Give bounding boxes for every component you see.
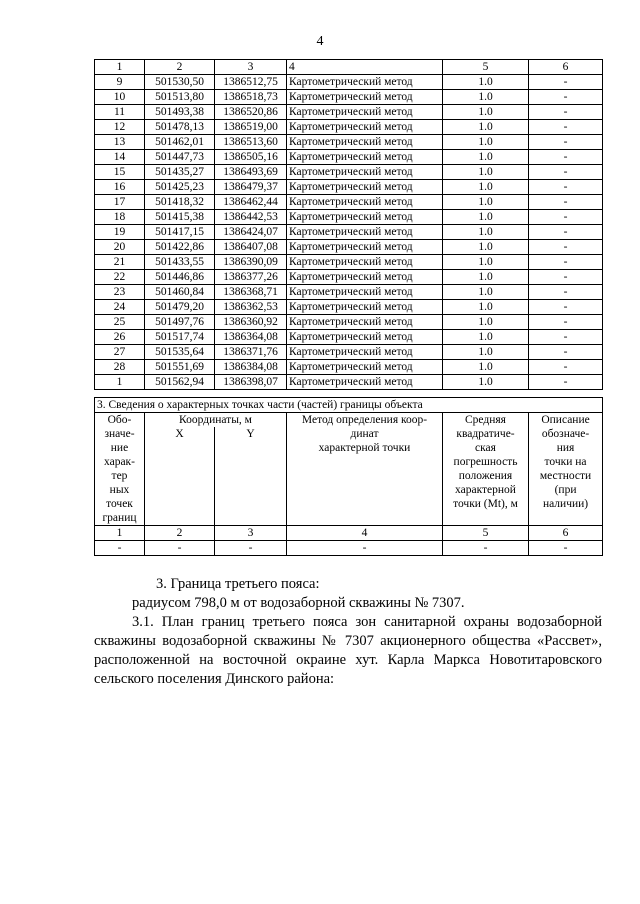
- table-cell: 1.0: [443, 240, 529, 255]
- table-cell: 23: [95, 285, 145, 300]
- table-cell: Картометрический метод: [287, 120, 443, 135]
- table-cell: 1386424,07: [215, 225, 287, 240]
- table-cell: -: [529, 195, 603, 210]
- table-cell: 1.0: [443, 285, 529, 300]
- table-cell: 501517,74: [145, 330, 215, 345]
- table-cell: 501433,55: [145, 255, 215, 270]
- table-header-row: [95, 60, 603, 75]
- table-row: [95, 526, 603, 541]
- table-cell: 17: [95, 195, 145, 210]
- table-cell: 1.0: [443, 165, 529, 180]
- table-cell: -: [529, 255, 603, 270]
- table-cell: -: [529, 285, 603, 300]
- table-cell: -: [529, 210, 603, 225]
- table-cell: 13: [95, 135, 145, 150]
- table-cell: 6: [529, 526, 603, 541]
- table-cell: Картометрический метод: [287, 360, 443, 375]
- table-cell: 1386512,75: [215, 75, 287, 90]
- table-cell: 1386360,92: [215, 315, 287, 330]
- table-cell: 1386505,16: [215, 150, 287, 165]
- table-cell: 10: [95, 90, 145, 105]
- table-cell: 15: [95, 165, 145, 180]
- table-row: [95, 345, 603, 360]
- table-cell: 2: [145, 60, 215, 75]
- table-cell: 1386384,08: [215, 360, 287, 375]
- col-designation-header: Обо- значе- ние харак- тер ных точек границ: [95, 413, 145, 526]
- coords-header: Координаты, м: [145, 413, 287, 428]
- table-cell: 25: [95, 315, 145, 330]
- table-cell: Картометрический метод: [287, 345, 443, 360]
- table-cell: 501493,38: [145, 105, 215, 120]
- table-row: [95, 165, 603, 180]
- table-cell: -: [287, 541, 443, 556]
- table-cell: -: [529, 75, 603, 90]
- table-row: [95, 270, 603, 285]
- table-cell: 1386362,53: [215, 300, 287, 315]
- table-cell: 1.0: [443, 375, 529, 390]
- table-cell: -: [443, 541, 529, 556]
- table-cell: 501425,23: [145, 180, 215, 195]
- table-cell: 2: [145, 526, 215, 541]
- table-cell: 1386398,07: [215, 375, 287, 390]
- x-label: X: [145, 427, 215, 526]
- table-cell: 1: [95, 60, 145, 75]
- table-cell: 1.0: [443, 210, 529, 225]
- table-row: [95, 195, 603, 210]
- table-cell: 1.0: [443, 360, 529, 375]
- accuracy-header: Средняя квадратиче- ская погрешность положения характерной точки (Mt), м: [443, 413, 529, 526]
- table-cell: 1386518,73: [215, 90, 287, 105]
- table-cell: 20: [95, 240, 145, 255]
- table-cell: 5: [443, 526, 529, 541]
- table-cell: Картометрический метод: [287, 135, 443, 150]
- table-cell: 501435,27: [145, 165, 215, 180]
- table-cell: 4: [287, 526, 443, 541]
- table-cell: 501417,15: [145, 225, 215, 240]
- heading: 3. Граница третьего пояса:: [156, 576, 320, 592]
- table-cell: 1.0: [443, 135, 529, 150]
- table-cell: Картометрический метод: [287, 210, 443, 225]
- table-cell: 1386368,71: [215, 285, 287, 300]
- table-cell: 501418,32: [145, 195, 215, 210]
- table-cell: 1.0: [443, 270, 529, 285]
- table-row: [95, 300, 603, 315]
- table-cell: Картометрический метод: [287, 165, 443, 180]
- table-cell: -: [529, 135, 603, 150]
- table-cell: Картометрический метод: [287, 255, 443, 270]
- table-cell: Картометрический метод: [287, 330, 443, 345]
- table-row: [95, 285, 603, 300]
- table-row: [95, 360, 603, 375]
- table-cell: 19: [95, 225, 145, 240]
- table-cell: Картометрический метод: [287, 315, 443, 330]
- table-cell: -: [529, 90, 603, 105]
- table-cell: 6: [529, 60, 603, 75]
- table-cell: -: [95, 541, 145, 556]
- table-row: [95, 375, 603, 390]
- table-cell: 14: [95, 150, 145, 165]
- table-cell: 1.0: [443, 180, 529, 195]
- table-cell: -: [529, 330, 603, 345]
- table-cell: -: [215, 541, 287, 556]
- table-row: [95, 315, 603, 330]
- table-cell: -: [529, 240, 603, 255]
- table-row: [95, 255, 603, 270]
- table-cell: 1.0: [443, 90, 529, 105]
- table-cell: 1.0: [443, 75, 529, 90]
- table-cell: 24: [95, 300, 145, 315]
- table-cell: 501460,84: [145, 285, 215, 300]
- table-cell: 9: [95, 75, 145, 90]
- table-cell: 1.0: [443, 345, 529, 360]
- table-cell: 5: [443, 60, 529, 75]
- table-cell: Картометрический метод: [287, 180, 443, 195]
- table-cell: 501415,38: [145, 210, 215, 225]
- table-cell: Картометрический метод: [287, 150, 443, 165]
- table-cell: 1.0: [443, 195, 529, 210]
- table-row: [95, 90, 603, 105]
- table-cell: 1386513,60: [215, 135, 287, 150]
- table-cell: 1386407,08: [215, 240, 287, 255]
- table-row: [95, 120, 603, 135]
- boundary-points-table: [94, 397, 603, 556]
- table-cell: 501497,76: [145, 315, 215, 330]
- table-cell: -: [529, 541, 603, 556]
- table-row: [95, 210, 603, 225]
- table-cell: 1386479,37: [215, 180, 287, 195]
- table-cell: -: [529, 150, 603, 165]
- table-cell: Картометрический метод: [287, 195, 443, 210]
- table-cell: 1386390,09: [215, 255, 287, 270]
- table-cell: -: [529, 225, 603, 240]
- table-cell: 1: [95, 526, 145, 541]
- table-cell: 11: [95, 105, 145, 120]
- table-cell: 1386364,08: [215, 330, 287, 345]
- table-cell: -: [145, 541, 215, 556]
- table-cell: 501535,64: [145, 345, 215, 360]
- table-cell: 28: [95, 360, 145, 375]
- table-cell: 1.0: [443, 105, 529, 120]
- table-cell: -: [529, 165, 603, 180]
- method-header: Метод определения коор- динат характерной точки: [287, 413, 443, 526]
- table-cell: -: [529, 105, 603, 120]
- table-cell: 1.0: [443, 150, 529, 165]
- table-cell: Картометрический метод: [287, 105, 443, 120]
- table-cell: 1: [95, 375, 145, 390]
- table-cell: 501422,86: [145, 240, 215, 255]
- text-section: [94, 575, 602, 689]
- table-cell: Картометрический метод: [287, 375, 443, 390]
- table-cell: -: [529, 180, 603, 195]
- table-cell: 1386520,86: [215, 105, 287, 120]
- table-cell: 16: [95, 180, 145, 195]
- table-cell: Картометрический метод: [287, 300, 443, 315]
- table-row: [95, 225, 603, 240]
- table-cell: -: [529, 375, 603, 390]
- table-row: [95, 135, 603, 150]
- table-cell: 501513,80: [145, 90, 215, 105]
- table-cell: 1386493,69: [215, 165, 287, 180]
- table-row: [95, 150, 603, 165]
- section-title: 3. Сведения о характерных точках части (частей) границы объекта: [95, 398, 603, 413]
- table-cell: Картометрический метод: [287, 90, 443, 105]
- table-cell: 501447,73: [145, 150, 215, 165]
- table-cell: 1386377,26: [215, 270, 287, 285]
- table-row: [95, 541, 603, 556]
- table-cell: 4: [287, 60, 443, 75]
- table-cell: 501551,69: [145, 360, 215, 375]
- table-cell: 501479,20: [145, 300, 215, 315]
- table-cell: 3: [215, 60, 287, 75]
- table-cell: 501562,94: [145, 375, 215, 390]
- table-cell: 3: [215, 526, 287, 541]
- table-cell: 1.0: [443, 300, 529, 315]
- table-cell: 501462,01: [145, 135, 215, 150]
- table-row: [95, 75, 603, 90]
- table-cell: 1.0: [443, 120, 529, 135]
- radius-line: радиусом 798,0 м от водозаборной скважины № 7307.: [132, 595, 465, 611]
- page-number: 4: [316, 34, 324, 49]
- table-row: [95, 180, 603, 195]
- table-cell: -: [529, 300, 603, 315]
- table-cell: 1.0: [443, 330, 529, 345]
- table-cell: -: [529, 270, 603, 285]
- table-cell: 1386462,44: [215, 195, 287, 210]
- table-row: [95, 330, 603, 345]
- coordinates-table: [94, 59, 603, 390]
- table-cell: 1386442,53: [215, 210, 287, 225]
- table-cell: 18: [95, 210, 145, 225]
- table-cell: 21: [95, 255, 145, 270]
- table-cell: 1.0: [443, 255, 529, 270]
- table-cell: 1386371,76: [215, 345, 287, 360]
- description-header: Описание обозначе- ния точки на местности (при наличии): [529, 413, 603, 526]
- table-cell: Картометрический метод: [287, 285, 443, 300]
- table-cell: Картометрический метод: [287, 225, 443, 240]
- table-row: [95, 240, 603, 255]
- table-cell: 22: [95, 270, 145, 285]
- y-label: Y: [215, 427, 287, 526]
- table-cell: 1.0: [443, 315, 529, 330]
- table-row: [95, 105, 603, 120]
- table-cell: 12: [95, 120, 145, 135]
- table-cell: 501530,50: [145, 75, 215, 90]
- table-cell: Картометрический метод: [287, 75, 443, 90]
- table-cell: 501478,13: [145, 120, 215, 135]
- table-cell: Картометрический метод: [287, 240, 443, 255]
- table-cell: -: [529, 360, 603, 375]
- table-cell: 27: [95, 345, 145, 360]
- table-cell: 1386519,00: [215, 120, 287, 135]
- table-cell: -: [529, 315, 603, 330]
- table-cell: -: [529, 345, 603, 360]
- table-cell: -: [529, 120, 603, 135]
- table-cell: 1.0: [443, 225, 529, 240]
- table-cell: 501446,86: [145, 270, 215, 285]
- paragraph: 3.1. План границ третьего пояса зон санитарной охраны водозаборной скважины водозаборной скважины № 7307 акционерного общества «Рассвет», расположенной на восточной окраине хут. Карла Маркса Новотитаровского сельского поселения Динского района:: [94, 614, 602, 687]
- table-cell: Картометрический метод: [287, 270, 443, 285]
- table-cell: 26: [95, 330, 145, 345]
